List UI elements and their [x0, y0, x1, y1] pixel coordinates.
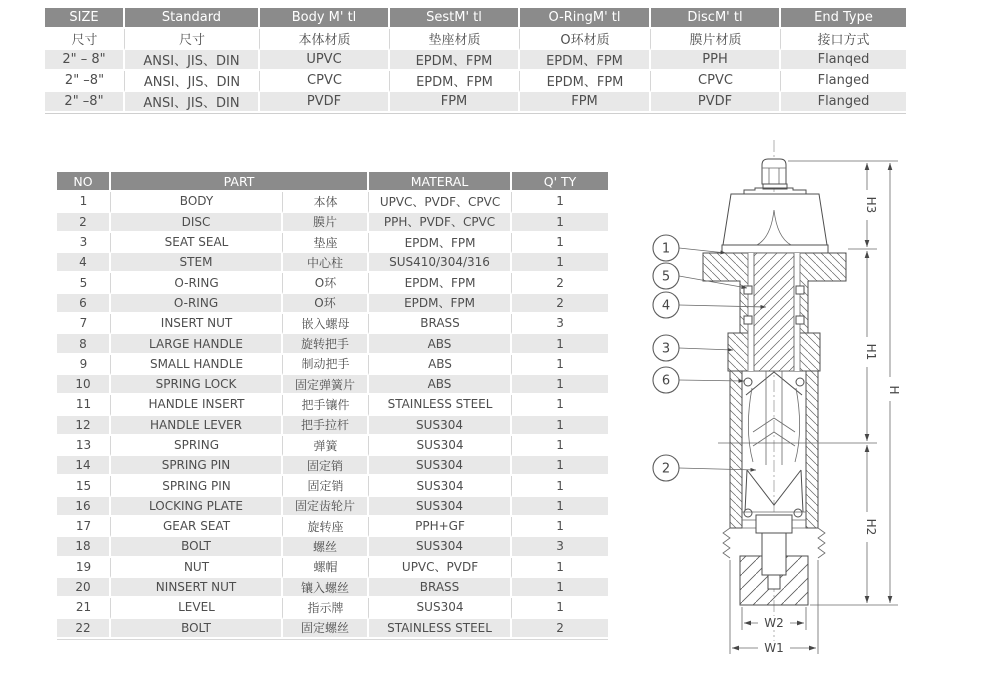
spec-header-body-mtl: Body M' tl — [260, 8, 390, 29]
parts-cell-qty: 1 — [512, 578, 608, 598]
parts-cell-material: SUS410/304/316 — [369, 253, 512, 273]
parts-cell-no: 3 — [57, 233, 111, 253]
parts-cell-no: 4 — [57, 253, 111, 273]
spec-cell-oring-mtl: FPM — [520, 92, 651, 113]
parts-cell-material: EPDM、FPM — [369, 233, 512, 253]
spec-table-row — [45, 92, 906, 113]
spec-header-standard: Standard — [125, 8, 260, 29]
parts-header-row — [57, 172, 608, 192]
parts-cell-qty: 1 — [512, 233, 608, 253]
parts-cell-part-cn: 把手拉杆 — [283, 416, 369, 436]
spec-table-row — [45, 71, 906, 92]
valve-bottom-block — [740, 533, 808, 605]
parts-cell-material: EPDM、FPM — [369, 273, 512, 293]
parts-cell-no: 9 — [57, 355, 111, 375]
parts-table-row — [57, 273, 608, 293]
parts-cell-part-cn: 弹簧 — [283, 436, 369, 456]
parts-table-row — [57, 578, 608, 598]
parts-cell-no: 17 — [57, 517, 111, 537]
parts-table-row — [57, 517, 608, 537]
parts-cell-qty: 1 — [512, 436, 608, 456]
parts-table-row — [57, 253, 608, 273]
spec-cell-seat-mtl: EPDM、FPM — [390, 50, 520, 71]
spec-cell-end-type: Flanged — [781, 71, 906, 92]
parts-cell-part-cn: 螺丝 — [283, 537, 369, 557]
dim-label-w1: W1 — [764, 641, 784, 655]
parts-cell-material: SUS304 — [369, 598, 512, 618]
spec-subheader-row — [45, 29, 906, 50]
parts-cell-part-cn: 固定螺丝 — [283, 619, 369, 639]
callout-5: 5 — [661, 269, 671, 285]
spec-cell-size: 2" –8" — [45, 92, 125, 113]
parts-cell-part-cn: 固定弹簧片 — [283, 375, 369, 395]
spec-header-oring-mtl: O-RingM' tl — [520, 8, 651, 29]
spec-subheader-cell: 垫座材质 — [390, 29, 520, 50]
parts-header-part: PART — [111, 172, 369, 192]
parts-cell-part-en: INSERT NUT — [111, 314, 283, 334]
parts-cell-material: ABS — [369, 375, 512, 395]
parts-cell-qty: 1 — [512, 497, 608, 517]
spec-table — [45, 8, 906, 114]
spec-cell-seat-mtl: FPM — [390, 92, 520, 113]
parts-table-row — [57, 619, 608, 639]
spec-cell-oring-mtl: EPDM、FPM — [520, 71, 651, 92]
spec-subheader-cell: 尺寸 — [45, 29, 125, 50]
spec-cell-standard: ANSI、JIS、DIN — [125, 71, 260, 92]
dim-label-h1: H1 — [864, 343, 878, 361]
parts-cell-part-en: LARGE HANDLE — [111, 334, 283, 354]
parts-cell-part-cn: O环 — [283, 273, 369, 293]
parts-cell-part-cn: 旋转把手 — [283, 334, 369, 354]
parts-cell-part-en: BOLT — [111, 537, 283, 557]
parts-cell-part-cn: 固定销 — [283, 456, 369, 476]
dim-label-w2: W2 — [764, 616, 784, 630]
parts-cell-material: ABS — [369, 355, 512, 375]
parts-cell-qty: 2 — [512, 273, 608, 293]
parts-cell-no: 7 — [57, 314, 111, 334]
parts-cell-part-en: SPRING — [111, 436, 283, 456]
parts-cell-material: SUS304 — [369, 416, 512, 436]
parts-cell-material: SUS304 — [369, 537, 512, 557]
spec-header-row — [45, 8, 906, 29]
parts-cell-part-cn: 膜片 — [283, 213, 369, 233]
spec-subheader-cell: 尺寸 — [125, 29, 260, 50]
parts-cell-no: 15 — [57, 476, 111, 496]
parts-table-row — [57, 395, 608, 415]
dim-label-h3: H3 — [864, 196, 878, 214]
parts-cell-part-en: SEAT SEAL — [111, 233, 283, 253]
parts-cell-part-cn: O环 — [283, 294, 369, 314]
parts-cell-no: 22 — [57, 619, 111, 639]
parts-cell-part-en: GEAR SEAT — [111, 517, 283, 537]
parts-cell-no: 19 — [57, 558, 111, 578]
spec-cell-end-type: Flanqed — [781, 50, 906, 71]
parts-cell-material: SUS304 — [369, 497, 512, 517]
parts-cell-qty: 1 — [512, 213, 608, 233]
callout-1: 1 — [661, 241, 671, 257]
parts-cell-part-en: O-RING — [111, 273, 283, 293]
parts-cell-part-cn: 固定齿轮片 — [283, 497, 369, 517]
parts-cell-no: 10 — [57, 375, 111, 395]
parts-cell-no: 2 — [57, 213, 111, 233]
spec-cell-body-mtl: PVDF — [260, 92, 390, 113]
parts-cell-material: SUS304 — [369, 476, 512, 496]
parts-cell-material: STAINLESS STEEL — [369, 395, 512, 415]
parts-cell-no: 14 — [57, 456, 111, 476]
spec-header-disc-mtl: DiscM' tl — [651, 8, 781, 29]
parts-table-row — [57, 334, 608, 354]
parts-cell-part-en: SPRING PIN — [111, 456, 283, 476]
parts-cell-part-cn: 旋转座 — [283, 517, 369, 537]
parts-table-row — [57, 476, 608, 496]
callout-4: 4 — [661, 298, 671, 314]
parts-cell-material: STAINLESS STEEL — [369, 619, 512, 639]
spec-cell-disc-mtl: CPVC — [651, 71, 781, 92]
parts-cell-part-en: SPRING PIN — [111, 476, 283, 496]
parts-table — [57, 172, 608, 640]
parts-table-row — [57, 558, 608, 578]
spec-cell-size: 2" – 8" — [45, 50, 125, 71]
parts-cell-qty: 2 — [512, 294, 608, 314]
parts-table-row — [57, 537, 608, 557]
parts-cell-material: SUS304 — [369, 436, 512, 456]
spec-cell-body-mtl: UPVC — [260, 50, 390, 71]
parts-cell-part-cn: 制动把手 — [283, 355, 369, 375]
parts-table-row — [57, 375, 608, 395]
spec-subheader-cell: 接口方式 — [781, 29, 906, 50]
spec-cell-disc-mtl: PVDF — [651, 92, 781, 113]
parts-cell-part-cn: 垫座 — [283, 233, 369, 253]
parts-header-material: MATERAL — [369, 172, 512, 192]
parts-cell-part-en: LEVEL — [111, 598, 283, 618]
parts-cell-no: 13 — [57, 436, 111, 456]
parts-cell-part-en: HANDLE LEVER — [111, 416, 283, 436]
parts-table-row — [57, 314, 608, 334]
parts-cell-material: UPVC、PVDF、CPVC — [369, 192, 512, 212]
parts-cell-material: UPVC、PVDF — [369, 558, 512, 578]
dim-label-h: H — [887, 385, 901, 395]
parts-table-row — [57, 456, 608, 476]
valve-flange-body — [703, 253, 846, 371]
callout-6: 6 — [661, 373, 671, 389]
spec-cell-oring-mtl: EPDM、FPM — [520, 50, 651, 71]
parts-cell-qty: 1 — [512, 517, 608, 537]
parts-header-no: NO — [57, 172, 111, 192]
parts-cell-no: 5 — [57, 273, 111, 293]
parts-cell-qty: 2 — [512, 619, 608, 639]
parts-cell-part-cn: 中心柱 — [283, 253, 369, 273]
parts-cell-no: 21 — [57, 598, 111, 618]
parts-cell-part-en: BODY — [111, 192, 283, 212]
parts-cell-no: 6 — [57, 294, 111, 314]
parts-cell-material: BRASS — [369, 578, 512, 598]
spec-table-row — [45, 50, 906, 71]
parts-cell-material: ABS — [369, 334, 512, 354]
spec-cell-standard: ANSI、JIS、DIN — [125, 50, 260, 71]
spec-cell-standard: ANSI、JIS、DIN — [125, 92, 260, 113]
callout-3: 3 — [661, 341, 671, 357]
parts-cell-part-cn: 固定销 — [283, 476, 369, 496]
parts-cell-part-cn: 镶入螺丝 — [283, 578, 369, 598]
parts-cell-part-en: STEM — [111, 253, 283, 273]
parts-cell-no: 1 — [57, 192, 111, 212]
spec-cell-body-mtl: CPVC — [260, 71, 390, 92]
spec-subheader-cell: 膜片材质 — [651, 29, 781, 50]
parts-cell-qty: 1 — [512, 192, 608, 212]
parts-cell-no: 16 — [57, 497, 111, 517]
parts-cell-qty: 3 — [512, 537, 608, 557]
parts-cell-part-en: LOCKING PLATE — [111, 497, 283, 517]
parts-cell-part-en: DISC — [111, 213, 283, 233]
parts-cell-part-cn: 螺帽 — [283, 558, 369, 578]
valve-handle-cap — [722, 188, 828, 253]
spec-header-end-type: End Type — [781, 8, 906, 29]
parts-cell-material: BRASS — [369, 314, 512, 334]
parts-cell-part-en: O-RING — [111, 294, 283, 314]
parts-table-row — [57, 598, 608, 618]
parts-cell-qty: 1 — [512, 355, 608, 375]
parts-cell-qty: 1 — [512, 598, 608, 618]
parts-cell-no: 20 — [57, 578, 111, 598]
parts-cell-material: EPDM、FPM — [369, 294, 512, 314]
parts-cell-no: 12 — [57, 416, 111, 436]
parts-table-row — [57, 213, 608, 233]
parts-table-row — [57, 192, 608, 212]
valve-top-bolt — [762, 159, 787, 189]
parts-cell-qty: 1 — [512, 476, 608, 496]
parts-cell-qty: 1 — [512, 456, 608, 476]
callout-2: 2 — [661, 461, 671, 477]
parts-cell-part-en: HANDLE INSERT — [111, 395, 283, 415]
spec-cell-end-type: Flanged — [781, 92, 906, 113]
dim-label-h2: H2 — [864, 518, 878, 536]
parts-table-row — [57, 497, 608, 517]
parts-table-row — [57, 416, 608, 436]
parts-cell-qty: 1 — [512, 558, 608, 578]
parts-cell-part-en: NINSERT NUT — [111, 578, 283, 598]
spec-subheader-cell: 本体材质 — [260, 29, 390, 50]
parts-cell-part-en: NUT — [111, 558, 283, 578]
parts-cell-qty: 1 — [512, 395, 608, 415]
parts-table-row — [57, 233, 608, 253]
parts-header-qty: Q' TY — [512, 172, 608, 192]
parts-cell-qty: 1 — [512, 375, 608, 395]
parts-cell-part-en: BOLT — [111, 619, 283, 639]
parts-cell-no: 8 — [57, 334, 111, 354]
spec-subheader-cell: O环材质 — [520, 29, 651, 50]
parts-cell-material: PPH+GF — [369, 517, 512, 537]
spec-cell-seat-mtl: EPDM、FPM — [390, 71, 520, 92]
parts-table-row — [57, 436, 608, 456]
parts-cell-qty: 1 — [512, 416, 608, 436]
parts-table-row — [57, 294, 608, 314]
parts-cell-part-cn: 本体 — [283, 192, 369, 212]
parts-cell-qty: 3 — [512, 314, 608, 334]
spec-cell-disc-mtl: PPH — [651, 50, 781, 71]
parts-cell-qty: 1 — [512, 253, 608, 273]
parts-cell-material: PPH、PVDF、CPVC — [369, 213, 512, 233]
spec-header-seat-mtl: SestM' tl — [390, 8, 520, 29]
parts-cell-part-cn: 把手镶件 — [283, 395, 369, 415]
spec-cell-size: 2" –8" — [45, 71, 125, 92]
valve-stem — [754, 253, 794, 371]
parts-cell-part-cn: 嵌入螺母 — [283, 314, 369, 334]
parts-cell-no: 11 — [57, 395, 111, 415]
parts-table-row — [57, 355, 608, 375]
parts-cell-part-en: SMALL HANDLE — [111, 355, 283, 375]
parts-cell-part-cn: 指示牌 — [283, 598, 369, 618]
parts-cell-qty: 1 — [512, 334, 608, 354]
parts-cell-material: SUS304 — [369, 456, 512, 476]
parts-cell-no: 18 — [57, 537, 111, 557]
spec-header-size: SIZE — [45, 8, 125, 29]
parts-cell-part-en: SPRING LOCK — [111, 375, 283, 395]
